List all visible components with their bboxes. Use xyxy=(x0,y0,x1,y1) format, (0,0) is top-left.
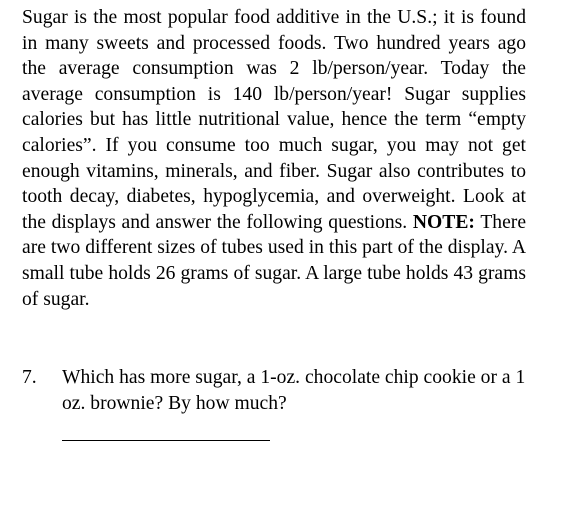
question-text: Which has more sugar, a 1-oz. chocolate chip cookie or a 1 oz. brownie? By how much? xyxy=(62,367,526,414)
answer-blank-line[interactable] xyxy=(62,440,270,441)
intro-note-text: There are two different sizes of tubes used in this part of the display. A small tube holds 26 grams of sugar. A large tube holds 43 grams of sugar. xyxy=(22,211,527,310)
intro-paragraph xyxy=(22,5,526,312)
note-label: NOTE: xyxy=(412,211,475,233)
question-number: 7. xyxy=(22,367,37,388)
intro-text: Sugar is the most popular food additive in the U.S.; it is found in many sweets and processed foods. Two hundred years ago the average consumption was 2 lb/person/year. Today the average consumption is 140 lb/person/year! Sugar supplies calories but has little nutritional value, hence the term “empty calories”. If you consume too much sugar, you may not get enough vitamins, minerals, and fiber. Sugar also contributes to tooth decay, diabetes, hypoglycemia, and overweight. Look at the displays and answer the following questions. xyxy=(22,7,526,233)
